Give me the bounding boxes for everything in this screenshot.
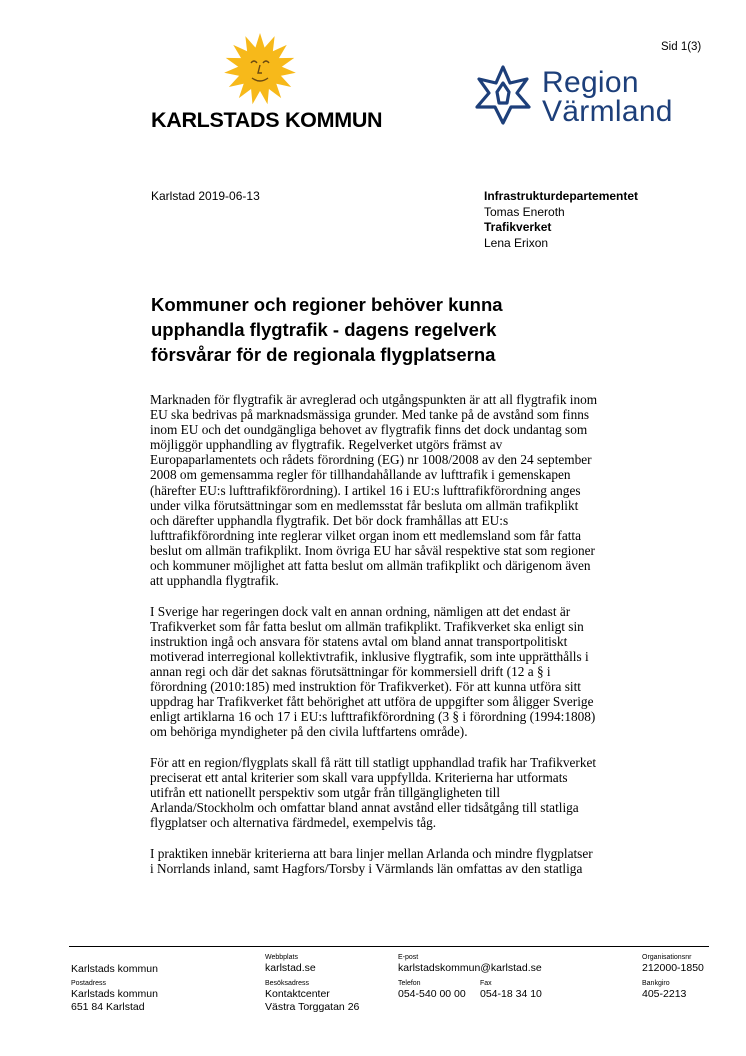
body-line: under vilka förutsättningar som en medlemsstat får besluta om allmän trafikplikt xyxy=(150,497,579,513)
body-line: i Norrlands inland, samt Hagfors/Torsby i Värmlands län omfattas av den statliga xyxy=(150,861,583,877)
body-line: Europaparlamentets och rådets förordning (EG) nr 1008/2008 av den 24 september xyxy=(150,452,592,468)
letter-body xyxy=(150,392,620,892)
body-line: lufttrafikförordning inte reglerar vilket organ inom ett medlemsland som får fatta xyxy=(150,527,582,543)
paragraph xyxy=(150,846,620,876)
footer-telefon: 054-540 00 00 xyxy=(398,988,466,1000)
body-line: annan regi och där det saknas förutsättningar för kommersiell drift (12 a § i xyxy=(150,664,551,680)
heading-line: upphandla flygtrafik - dagens regelverk xyxy=(151,319,497,340)
footer-bankgiro: 405-2213 xyxy=(642,988,687,1000)
body-line: om behöriga myndigheter på den civila luftfartens område). xyxy=(150,724,468,740)
footer-webbplats-link[interactable]: karlstad.se xyxy=(265,962,316,974)
body-line: preciserat ett antal kriterier som skall vara uppfyllda. Kriterierna har utformats xyxy=(150,770,568,786)
place-and-date: Karlstad 2019-06-13 xyxy=(151,189,260,203)
footer-fax-label: Fax xyxy=(480,980,492,987)
body-line: Arlanda/Stockholm och omfattar bland annat avstånd eller tidsåtgång till statliga xyxy=(150,800,579,816)
region-varmland-flower-icon xyxy=(470,62,536,128)
heading-line: Kommuner och regioner behöver kunna xyxy=(151,294,503,315)
body-line: I praktiken innebär kriterierna att bara linjer mellan Arlanda och mindre flygplatser xyxy=(150,846,593,862)
recipient-line: Tomas Eneroth xyxy=(484,204,565,219)
page-number: Sid 1(3) xyxy=(661,41,702,53)
body-line: (härefter EU:s lufttrafikförordning). I artikel 16 i EU:s lufttrafikförordning anges xyxy=(150,482,581,498)
footer-postadress-label: Postadress xyxy=(71,980,107,987)
recipient-block xyxy=(484,189,638,251)
body-line: 2008 om gemensamma regler för tillhandahållande av lufttrafik i gemenskapen xyxy=(150,467,571,483)
body-line: enligt artiklarna 16 och 17 i EU:s lufttrafikförordning (3 § i förordning (1994:1808) xyxy=(150,709,596,725)
body-line: förordning (2010:185) med instruktion för Trafikverket). För att kunna utföra sitt xyxy=(150,679,581,695)
body-line: I Sverige har regeringen dock valt en annan ordning, nämligen att det endast är xyxy=(150,603,571,619)
body-line: flygplatser och alternativa färdmedel, exempelvis tåg. xyxy=(150,815,437,831)
footer-telefon-label: Telefon xyxy=(398,980,421,987)
body-line: och kommuner möjlighet att fatta beslut om allmän trafikplikt och därigenom även xyxy=(150,558,591,574)
heading-line: försvårar för de regionala flygplatserna xyxy=(151,344,496,365)
body-line: Trafikverket som får fatta beslut om allmän trafikplikt. Trafikverket ska enligt sin xyxy=(150,618,584,634)
body-line: möjliggör upphandling av flygtrafik. Regelverket utgörs främst av xyxy=(150,437,503,453)
region-varmland-wordmark-line2: Värmland xyxy=(542,95,673,128)
footer-fax: 054-18 34 10 xyxy=(480,988,542,1000)
footer-postadress-1: Karlstads kommun xyxy=(71,988,158,1000)
footer-webbplats-label: Webbplats xyxy=(265,954,298,961)
recipient-line: Lena Erixon xyxy=(484,235,549,250)
footer-besoksadress-label: Besöksadress xyxy=(265,980,309,987)
footer-bankgiro-label: Bankgiro xyxy=(642,980,670,987)
region-varmland-wordmark-line1: Region xyxy=(542,66,639,99)
body-line: För att en region/flygplats skall få rätt till statligt upphandlad trafik har Trafikverket xyxy=(150,755,597,771)
paragraph xyxy=(150,604,620,740)
body-line: motiverad interregional kollektivtrafik, inklusive flygtrafik, som inte upprätthålls i xyxy=(150,649,589,664)
body-line: EU ska bedrivas på marknadsmässiga grunder. Med tanke på de avstånd som finns xyxy=(150,407,590,423)
footer-besoksadress-1: Kontaktcenter xyxy=(265,988,330,1000)
body-line: Marknaden för flygtrafik är avreglerad och utgångspunkten är att all flygtrafik inom xyxy=(150,392,598,407)
recipient-line: Trafikverket xyxy=(484,220,552,234)
footer-orgnr-label: Organisationsnr xyxy=(642,954,692,961)
sun-face xyxy=(239,48,281,90)
footer-divider xyxy=(69,946,709,947)
body-line: och därefter upphandla flygtrafik. Det bör dock framhållas att EU:s xyxy=(150,512,509,528)
footer-epost-label: E-post xyxy=(398,954,419,961)
footer-orgnr: 212000-1850 xyxy=(642,962,704,974)
body-line: att upphandla flygtrafik. xyxy=(150,573,279,589)
footer-besoksadress-2: Västra Torggatan 26 xyxy=(265,1001,360,1013)
body-line: uppdrag har Trafikverket fått behörighet att utföra de uppgifter som åligger Sverige xyxy=(150,694,594,710)
paragraph xyxy=(150,392,620,588)
body-line: beslut om allmän trafikplikt. Inom övriga EU har såväl respektive stat som regioner xyxy=(150,542,595,558)
footer-name: Karlstads kommun xyxy=(71,963,158,975)
body-line: utifrån ett nationellt perspektiv som utgår från tillgängligheten till xyxy=(150,785,501,801)
letter-heading xyxy=(151,292,611,367)
footer-epost-link[interactable]: karlstadskommun@karlstad.se xyxy=(398,962,542,974)
body-line: instruktion ingå och ansvara för statens avtal om bland annat transportpolitiskt xyxy=(150,633,568,649)
body-line: inom EU och det oundgängliga behovet av flygtrafik finns det dock undantag som xyxy=(150,422,588,438)
recipient-line: Infrastrukturdepartementet xyxy=(484,189,639,203)
paragraph xyxy=(150,755,620,830)
footer-postadress-2: 651 84 Karlstad xyxy=(71,1001,145,1013)
karlstad-kommun-wordmark: KARLSTADS KOMMUN xyxy=(151,108,383,132)
